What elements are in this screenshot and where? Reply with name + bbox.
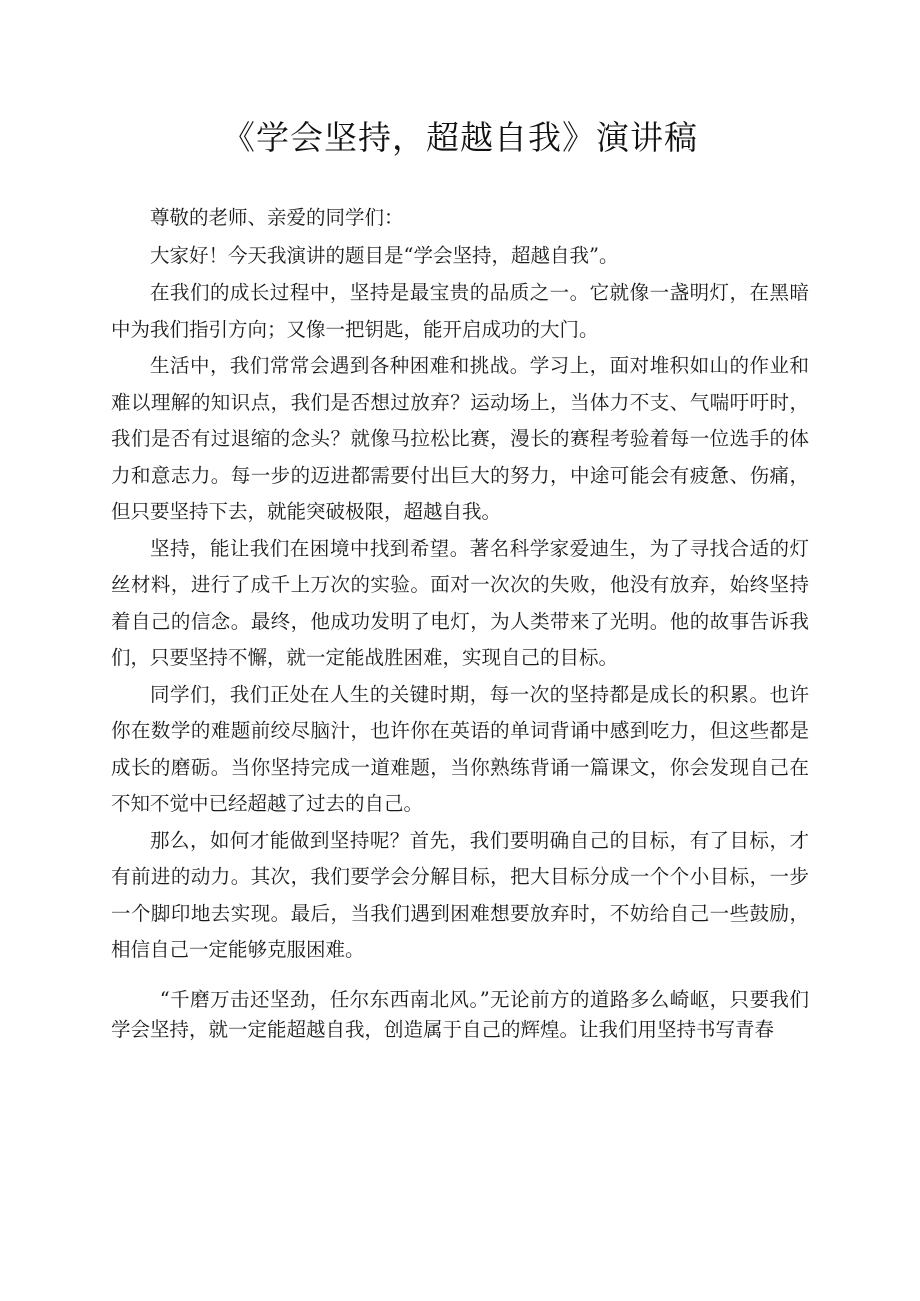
paragraph-salutation: 尊敬的老师、亲爱的同学们：	[150, 206, 404, 229]
paragraph-challenges: 生活中，我们常常会遇到各种困难和挑战。学习上，面对堆积如山的作业和难以理解的知识点，我们是否想过放弃？运动场上，当体力不支、气喘吁吁时，我们是否有过退缩的念头？就像马拉松比赛，漫长的赛程考验着每一位选手的体力和意志力。每一步的迈进都需要付出巨大的努力，中途可能会有疲惫、伤痛，但只要坚持下去，就能突破极限，超越自我。	[111, 354, 809, 523]
paragraph-greeting: 大家好！今天我演讲的题目是“学会坚持，超越自我”。	[150, 243, 619, 267]
paragraph-closing: “千磨万击还坚劲，任尔东西南北风。”无论前方的道路多么崎岖，只要我们学会坚持，就一定能超越自我，创造属于自己的辉煌。让我们用坚持书写青春	[111, 987, 809, 1041]
document-title: 《学会坚持，超越自我》演讲稿	[222, 118, 698, 157]
paragraph-intro: 在我们的成长过程中，坚持是最宝贵的品质之一。它就像一盏明灯，在黑暗中为我们指引方向；又像一把钥匙，能开启成功的大门。	[111, 281, 809, 341]
paragraph-edison: 坚持，能让我们在困境中找到希望。著名科学家爱迪生，为了寻找合适的灯丝材料，进行了成千上万次的实验。面对一次次的失败，他没有放弃，始终坚持着自己的信念。最终，他成功发明了电灯，为人类带来了光明。他的故事告诉我们，只要坚持不懈，就一定能战胜困难，实现自己的目标。	[111, 536, 809, 669]
paragraph-how-to: 那么，如何才能做到坚持呢？首先，我们要明确自己的目标，有了目标，才有前进的动力。其次，我们要学会分解目标，把大目标分成一个个小目标，一步一个脚印地去实现。最后，当我们遇到困难想要放弃时，不妨给自己一些鼓励，相信自己一定能够克服困难。	[111, 828, 809, 961]
document-body	[111, 200, 809, 1045]
paragraph-students: 同学们，我们正处在人生的关键时期，每一次的坚持都是成长的积累。也许你在数学的难题前绞尽脑汁，也许你在英语的单词背诵中感到吃力，但这些都是成长的磨砺。当你坚持完成一道难题，当你熟练背诵一篇课文，你会发现自己在不知不觉中已经超越了过去的自己。	[111, 682, 809, 815]
